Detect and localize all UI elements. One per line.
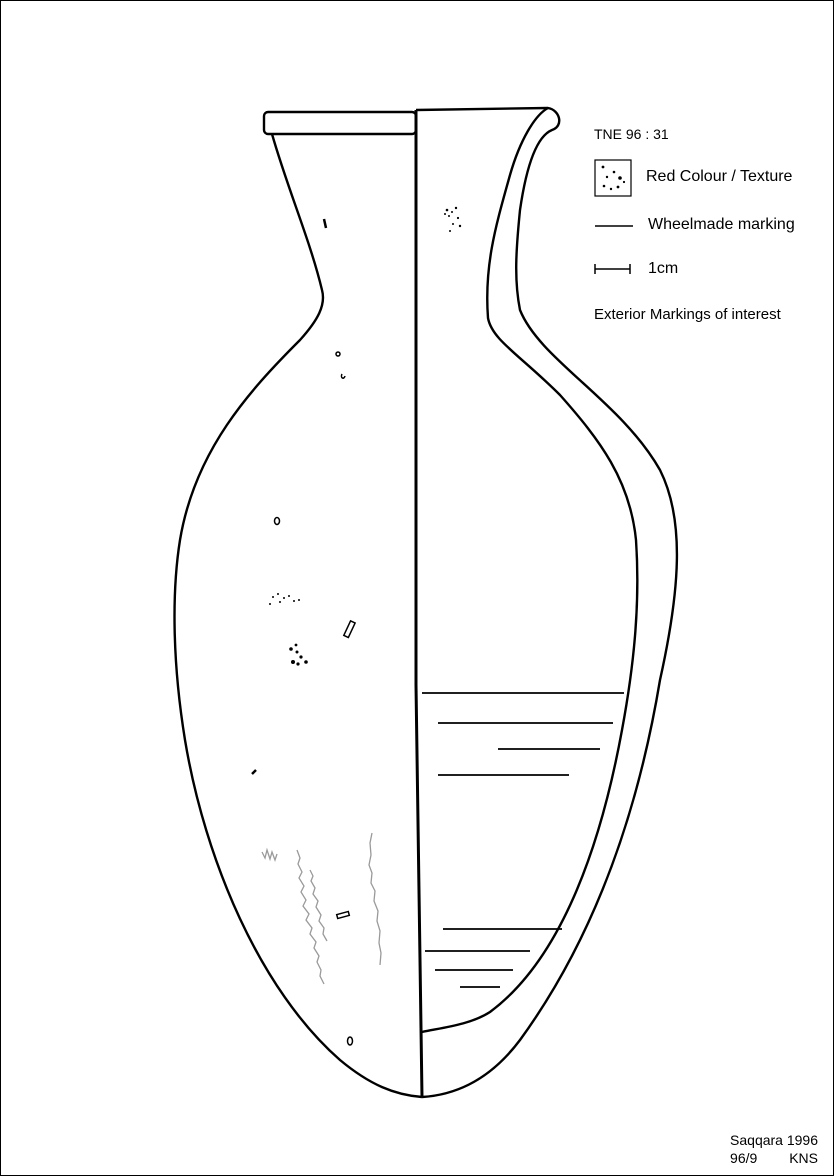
exterior-markings: [252, 219, 355, 1045]
legend-wheelmade-label: Wheelmade marking: [648, 216, 795, 233]
legend-exterior-markings-label: Exterior Markings of interest: [594, 306, 781, 323]
grey-scratch-markings: [262, 833, 381, 984]
scale-bar-icon: [595, 264, 630, 274]
vessel-exterior-outline: [175, 134, 422, 1097]
footer-caption: [730, 1131, 818, 1167]
vessel-section-inner: [422, 108, 637, 1032]
speckle-box-icon: [595, 160, 631, 196]
footer-initials: KNS: [789, 1150, 818, 1166]
drawing-id-label: TNE 96 : 31: [594, 126, 669, 142]
legend-red-colour-label: Red Colour / Texture: [646, 168, 793, 185]
footer-ref: 96/9: [730, 1150, 758, 1166]
rim-left: [264, 112, 416, 134]
legend-scale-label: 1cm: [648, 260, 679, 277]
section-divider: [416, 110, 422, 1097]
red-texture-speckles: [269, 207, 461, 666]
wheelmade-markings: [422, 693, 624, 987]
footer-site-year: Saqqara 1996: [730, 1132, 818, 1148]
